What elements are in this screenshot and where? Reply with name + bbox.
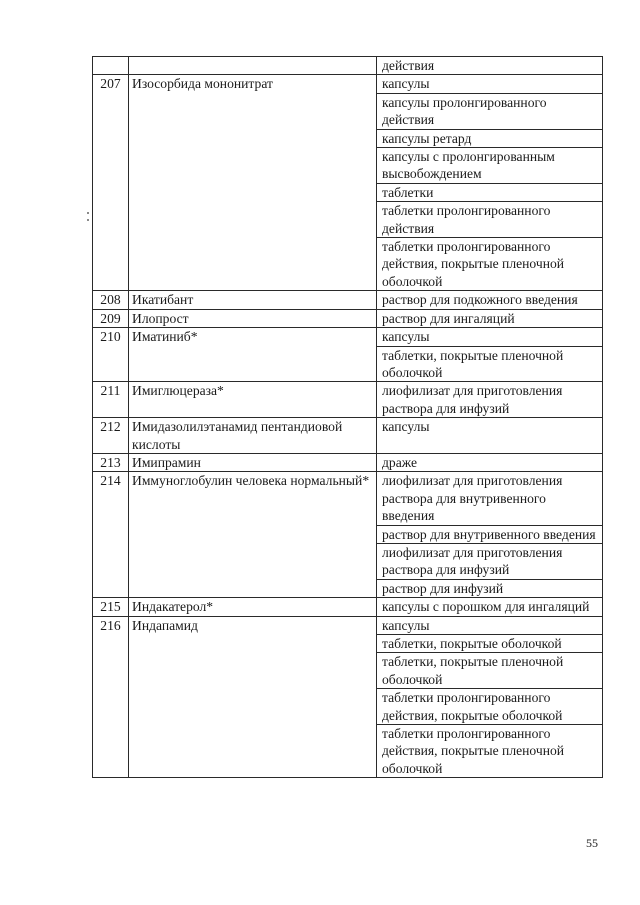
dosage-form: капсулы ретард <box>377 129 603 147</box>
row-number: 215 <box>93 598 129 616</box>
row-number: 214 <box>93 472 129 598</box>
row-number: 210 <box>93 328 129 382</box>
table-row <box>93 598 603 616</box>
dosage-form: капсулы <box>377 418 603 454</box>
drug-name: Индапамид <box>129 616 377 778</box>
drug-name: Икатибант <box>129 291 377 309</box>
row-number <box>93 57 129 75</box>
dosage-form: таблетки пролонгированного действия, покрытые оболочкой <box>377 689 603 725</box>
drug-name: Изосорбида мононитрат <box>129 75 377 291</box>
drug-name <box>129 57 377 75</box>
row-number: 207 <box>93 75 129 291</box>
table-row <box>93 382 603 418</box>
row-number: 212 <box>93 418 129 454</box>
dosage-form: лиофилизат для приготовления раствора для внутривенного введения <box>377 472 603 525</box>
dosage-form: раствор для ингаляций <box>377 309 603 327</box>
dosage-form: таблетки <box>377 183 603 201</box>
dosage-form: капсулы с порошком для ингаляций <box>377 598 603 616</box>
drug-name: Иммуноглобулин человека нормальный* <box>129 472 377 598</box>
drug-name: Имипрамин <box>129 453 377 471</box>
dosage-form: лиофилизат для приготовления раствора для инфузий <box>377 382 603 418</box>
dosage-form: раствор для подкожного введения <box>377 291 603 309</box>
dosage-form: действия <box>377 57 603 75</box>
table-row <box>93 291 603 309</box>
table-row <box>93 75 603 93</box>
dosage-form: капсулы <box>377 75 603 93</box>
dosage-form: таблетки, покрытые оболочкой <box>377 635 603 653</box>
dosage-form: лиофилизат для приготовления раствора для инфузий <box>377 543 603 579</box>
row-number: 216 <box>93 616 129 778</box>
dosage-form: капсулы <box>377 616 603 634</box>
dosage-form: таблетки пролонгированного действия, покрытые пленочной оболочкой <box>377 238 603 291</box>
drug-name: Индакатерол* <box>129 598 377 616</box>
row-number: 209 <box>93 309 129 327</box>
dosage-form: таблетки, покрытые пленочной оболочкой <box>377 346 603 382</box>
table-row <box>93 472 603 525</box>
drug-table-body <box>93 57 603 778</box>
scan-artifact-dot <box>87 219 89 221</box>
table-row <box>93 328 603 346</box>
dosage-form: раствор для инфузий <box>377 579 603 597</box>
drug-name: Илопрост <box>129 309 377 327</box>
dosage-form: таблетки, покрытые пленочной оболочкой <box>377 653 603 689</box>
scan-artifact-dot <box>87 212 89 214</box>
table-row <box>93 57 603 75</box>
dosage-form: таблетки пролонгированного действия <box>377 202 603 238</box>
drug-table <box>92 56 603 778</box>
dosage-form: капсулы <box>377 328 603 346</box>
dosage-form: таблетки пролонгированного действия, покрытые пленочной оболочкой <box>377 725 603 778</box>
drug-name: Иматиниб* <box>129 328 377 382</box>
page-number: 55 <box>586 836 598 850</box>
row-number: 211 <box>93 382 129 418</box>
table-row <box>93 418 603 454</box>
dosage-form: раствор для внутривенного введения <box>377 525 603 543</box>
row-number: 213 <box>93 453 129 471</box>
row-number: 208 <box>93 291 129 309</box>
table-row <box>93 309 603 327</box>
dosage-form: драже <box>377 453 603 471</box>
drug-name: Имиглюцераза* <box>129 382 377 418</box>
drug-name: Имидазолилэтанамид пентандиовой кислоты <box>129 418 377 454</box>
dosage-form: капсулы с пролонгированным высвобождением <box>377 148 603 184</box>
table-row <box>93 453 603 471</box>
dosage-form: капсулы пролонгированного действия <box>377 93 603 129</box>
table-row <box>93 616 603 634</box>
